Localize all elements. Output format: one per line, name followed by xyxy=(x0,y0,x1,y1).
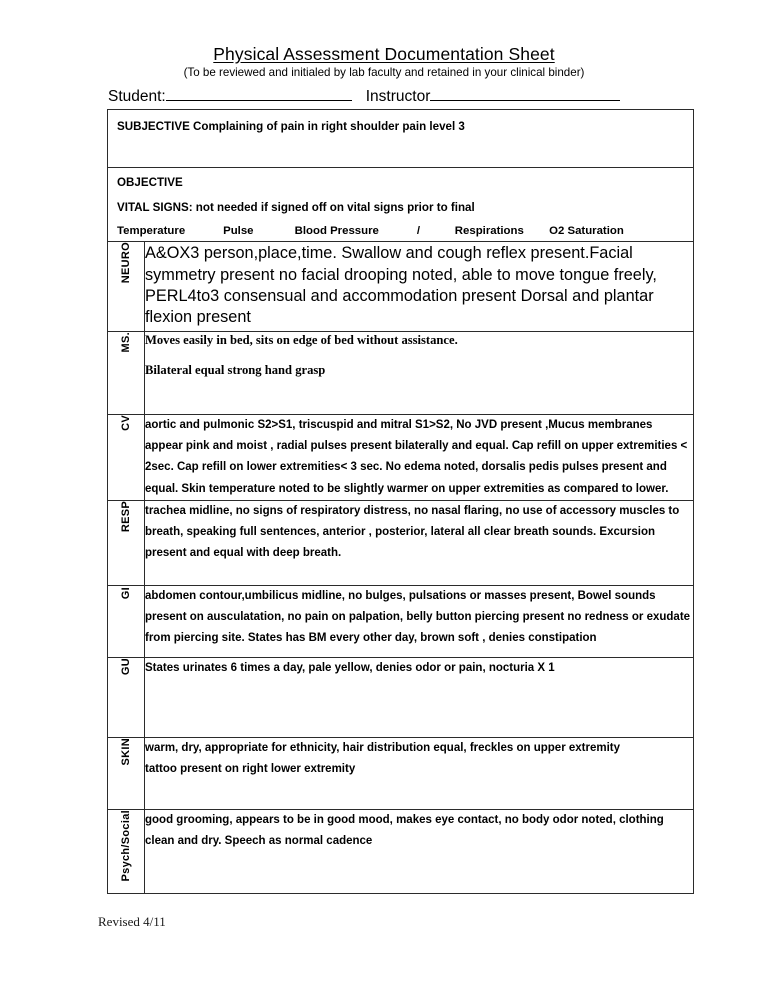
gi-text xyxy=(145,586,693,650)
instructor-name-blank[interactable] xyxy=(430,86,620,101)
skin-text xyxy=(145,738,693,781)
neuro-text: A&OX3 person,place,time. Swallow and cough reflex present.Facial symmetry present no facial drooping noted, able to move tongue freely, PERL4to3 consensual and accommodation present Dorsal and plantar flexion present xyxy=(145,244,657,327)
ms-line-1: Moves easily in bed, sits on edge of bed without assistance. xyxy=(145,332,458,347)
table-row-cv xyxy=(108,414,694,500)
gu-text xyxy=(145,658,693,679)
section-content-psych-social[interactable] xyxy=(145,809,694,893)
footer-revision: Revised 4/11 xyxy=(98,914,166,929)
cv-line-1: aortic and pulmonic S2>S1, triscuspid and mitral S1>S2, No JVD present ,Mucus membranes appear pink and moist , radial pulses present bilaterally and equal. Cap refill on upper extremities < 2sec. Cap refill on lower extremities< 3 sec. No edema noted, dorsalis pedis pulses present and equal. Skin temperature noted to be slightly warmer on upper extremities as compared to lower. xyxy=(145,418,688,495)
ms-text xyxy=(145,332,693,379)
page-title xyxy=(0,0,768,63)
table-row-resp xyxy=(108,500,694,585)
section-label-skin xyxy=(108,737,145,809)
table-row-neuro xyxy=(108,242,694,331)
table-row-skin xyxy=(108,737,694,809)
resp-line-1: trachea midline, no signs of respiratory distress, no nasal flaring, no use of accessory muscles to breath, speaking full sentences, anterior , posterior, lateral all clear breath sounds. Excursion present and equal with deep breath. xyxy=(145,504,680,560)
student-instructor-row xyxy=(0,86,768,106)
student-label: Student: xyxy=(108,87,166,105)
instructor-label: Instructor xyxy=(365,87,431,105)
objective-cell xyxy=(108,168,694,242)
assessment-table-body xyxy=(108,110,694,894)
psych-social-text xyxy=(145,810,693,853)
section-label-psych-social xyxy=(108,809,145,893)
section-content-gi[interactable] xyxy=(145,585,694,657)
section-content-resp[interactable] xyxy=(145,500,694,585)
skin-line-2: tattoo present on right lower extremity xyxy=(145,763,356,776)
gi-line-1: abdomen contour,umbilicus midline, no bulges, pulsations or masses present, Bowel sounds present on ausculatation, no pain on palpation, belly button piercing present no redness or exudate from piercing site. States has BM every other day, brown soft , denies constipation xyxy=(145,589,691,645)
ms-line-2: Bilateral equal strong hand grasp xyxy=(145,363,326,378)
section-label-gu xyxy=(108,657,145,737)
table-row-objective xyxy=(108,168,694,242)
subjective-text: SUBJECTIVE Complaining of pain in right shoulder pain level 3 xyxy=(117,120,465,133)
cv-text xyxy=(145,415,693,500)
objective-heading: OBJECTIVE xyxy=(117,176,183,189)
section-content-ms[interactable] xyxy=(145,331,694,414)
section-content-skin[interactable] xyxy=(145,737,694,809)
assessment-table xyxy=(107,109,694,894)
section-label-cv-text: CV xyxy=(120,414,132,431)
section-label-cv xyxy=(108,414,145,500)
section-label-gi xyxy=(108,585,145,657)
table-row-psych-social xyxy=(108,809,694,893)
section-label-gi-text: GI xyxy=(120,586,132,599)
table-row-subjective xyxy=(108,110,694,168)
page-subtitle: (To be reviewed and initialed by lab faculty and retained in your clinical binder) xyxy=(183,66,585,80)
vitals-header-row: Temperature Pulse Blood Pressure / Respirations O2 Saturation xyxy=(117,224,624,237)
section-content-cv[interactable] xyxy=(145,414,694,500)
gu-line-1: States urinates 6 times a day, pale yellow, denies odor or pain, nocturia X 1 xyxy=(145,661,555,674)
table-row-gu xyxy=(108,657,694,737)
section-label-skin-text: SKIN xyxy=(120,737,132,766)
section-label-resp xyxy=(108,500,145,585)
vital-signs-note: VITAL SIGNS: not needed if signed off on vital signs prior to final xyxy=(117,200,475,214)
table-row-ms xyxy=(108,331,694,414)
section-content-gu[interactable] xyxy=(145,657,694,737)
subjective-cell xyxy=(108,110,694,168)
section-label-gu-text: GU xyxy=(120,657,132,675)
section-label-psych-social-text: Psych/Social xyxy=(120,809,132,882)
page-title-text: Physical Assessment Documentation Sheet xyxy=(213,44,555,64)
psych-social-line-1: good grooming, appears to be in good mood, makes eye contact, no body odor noted, clothing clean and dry. Speech as normal cadence xyxy=(145,813,664,848)
student-name-blank[interactable] xyxy=(166,86,352,101)
section-label-ms xyxy=(108,331,145,414)
section-label-neuro-text: NEURO xyxy=(120,242,132,284)
section-content-neuro[interactable] xyxy=(145,242,694,331)
resp-text xyxy=(145,501,693,565)
skin-line-1: warm, dry, appropriate for ethnicity, hair distribution equal, freckles on upper extremity xyxy=(145,741,621,754)
section-label-ms-text: MS. xyxy=(120,331,132,353)
table-row-gi xyxy=(108,585,694,657)
section-label-resp-text: RESP xyxy=(120,500,132,532)
section-label-neuro xyxy=(108,242,145,331)
